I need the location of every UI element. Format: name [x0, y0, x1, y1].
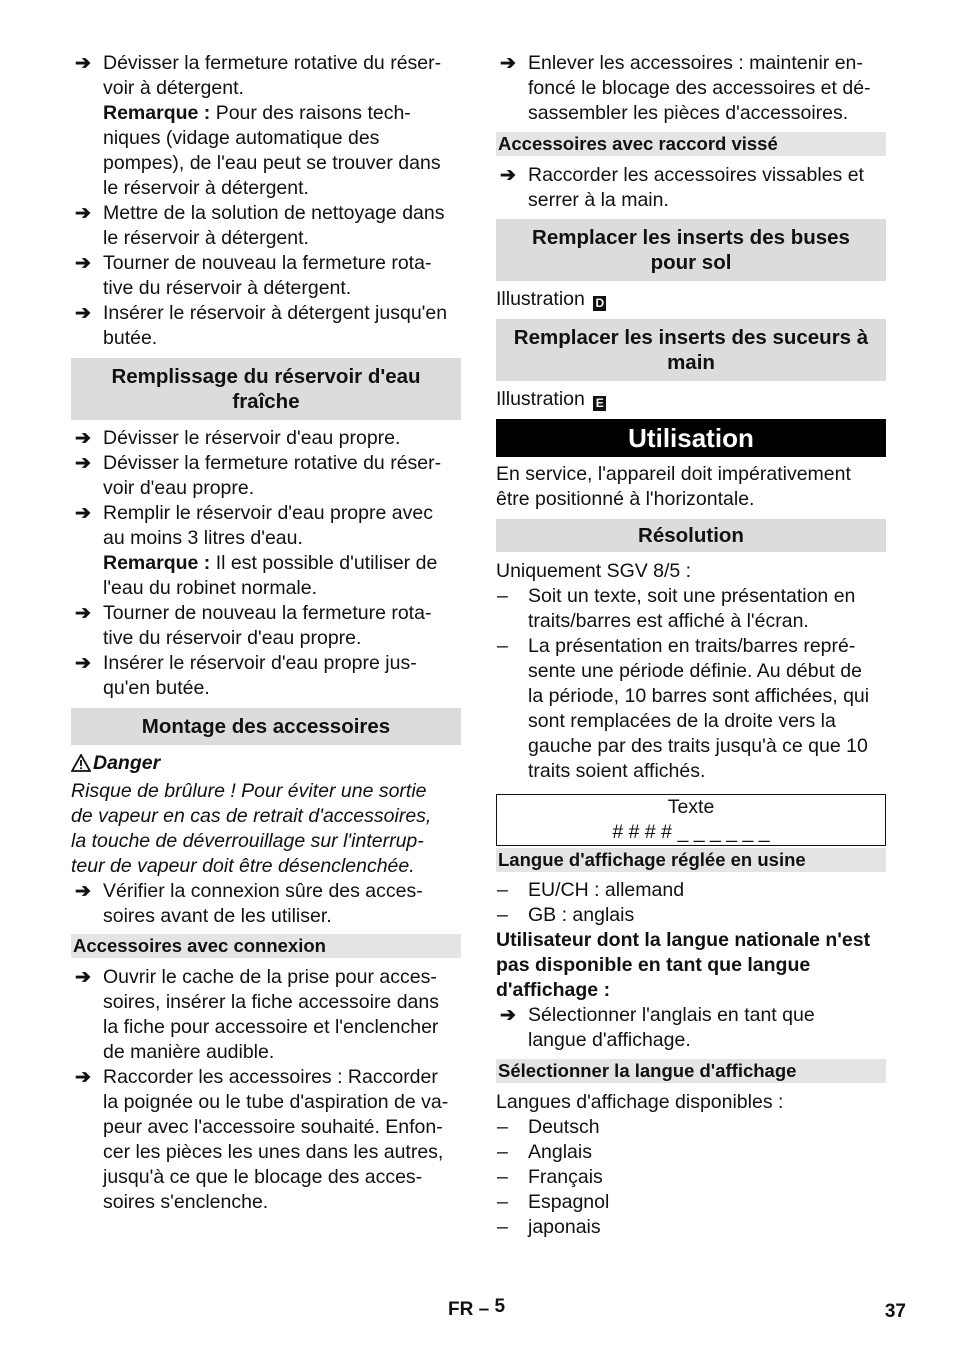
heading-line: Remplacer les inserts des buses [532, 226, 850, 249]
illustration-letter-badge: E [593, 396, 606, 411]
footer-section-page: 5 [494, 1296, 506, 1317]
danger-label-row [71, 751, 461, 779]
text-line: la période, 10 barres sont affichées, qui [528, 685, 870, 707]
language-list-item [496, 1115, 886, 1140]
arrow-icon: ➔ [500, 53, 516, 74]
heading-buses-sol [496, 219, 886, 281]
heading-line: fraîche [232, 390, 300, 413]
heading-resolution [496, 519, 886, 552]
text-line: d'affichage : [496, 979, 611, 1001]
text-line: Raccorder les accessoires vissables et [528, 164, 864, 186]
arrow-icon: ➔ [75, 303, 91, 324]
heading-line: Résolution [638, 524, 744, 547]
text-line: gauche par des traits jusqu'à ce que 10 [528, 735, 868, 757]
footer-section-marker [448, 1297, 505, 1322]
note [103, 551, 461, 576]
warning-triangle-icon [71, 754, 93, 779]
step-add-cleaning-solution [71, 201, 461, 251]
text-line: pompes), de l'eau peut se trouver dans [103, 152, 441, 174]
text-line: de manière audible. [103, 1041, 275, 1063]
text-line: Utilisateur dont la langue nationale n'est [496, 929, 871, 951]
text-line: foncé le blocage des accessoires et dé- [528, 77, 871, 99]
heading-line: main [667, 351, 715, 374]
text-line: le réservoir à détergent. [103, 227, 309, 249]
text-line: Il est possible d'utiliser de [210, 552, 438, 574]
text-line: GB : anglais [528, 904, 635, 926]
text-line: cer les pièces les unes dans les autres, [103, 1141, 444, 1163]
step-close-detergent-cap [71, 251, 461, 301]
heading-langue-usine [496, 848, 886, 872]
left-column [71, 51, 461, 1215]
display-bars-line: # # # # _ _ _ _ _ _ [612, 821, 770, 843]
note [103, 101, 461, 126]
heading-line: Accessoires avec raccord vissé [498, 133, 778, 154]
text-line: la touche de déverrouillage sur l'interrup- [71, 830, 424, 852]
illustration-label: Illustration [496, 288, 585, 310]
text-line: sont remplacées de la droite vers la [528, 710, 836, 732]
heading-line: Remplissage du réservoir d'eau [111, 365, 421, 388]
text-line: teur de vapeur doit être désenclenchée. [71, 855, 415, 877]
arrow-icon: ➔ [75, 53, 91, 74]
arrow-icon: ➔ [500, 1005, 516, 1026]
step-remove-accessories [496, 51, 886, 126]
text-line: Enlever les accessoires : maintenir en- [528, 52, 863, 74]
heading-line: pour sol [650, 251, 732, 274]
heading-suceurs-main [496, 319, 886, 381]
text-line: Tourner de nouveau la fermeture rota- [103, 252, 432, 274]
resolution-dash-item [496, 584, 886, 634]
text-line: soires, insérer la fiche accessoire dans [103, 991, 439, 1013]
step-connect-accessories [71, 1065, 461, 1215]
text-line: Insérer le réservoir à détergent jusqu'en [103, 302, 448, 324]
text-line: Insérer le réservoir d'eau propre jus- [103, 652, 417, 674]
arrow-icon: ➔ [75, 967, 91, 988]
heading-remplissage [71, 358, 461, 420]
arrow-icon: ➔ [75, 203, 91, 224]
text-line: Ouvrir le cache de la prise pour acces- [103, 966, 437, 988]
step-unscrew-detergent-cap [71, 51, 461, 201]
text-line: soires avant de les utiliser. [103, 905, 332, 927]
footer-dash: – [478, 1299, 490, 1320]
arrow-icon: ➔ [500, 165, 516, 186]
text-line: la fiche pour accessoire et l'enclencher [103, 1016, 439, 1038]
arrow-icon: ➔ [75, 503, 91, 524]
text-line: voir d'eau propre. [103, 477, 255, 499]
heading-line: Remplacer les inserts des suceurs à [513, 326, 869, 349]
heading-connexion [71, 934, 461, 958]
text-line: Risque de brûlure ! Pour éviter une sortie [71, 780, 427, 802]
text-line: Dévisser la fermeture rotative du réser- [103, 52, 442, 74]
display-text-line: Texte [667, 796, 715, 818]
text-line: sente une période définie. Au début de [528, 660, 862, 682]
text-line: sassembler les pièces d'accessoires. [528, 102, 849, 124]
illustration-label: Illustration [496, 388, 585, 410]
text-line: jusqu'à ce que le blocage des acces- [103, 1166, 423, 1188]
dash-bullet: – [497, 1191, 508, 1213]
arrow-icon: ➔ [75, 603, 91, 624]
language-dash-item [496, 878, 886, 903]
text-line: En service, l'appareil doit impérativement [496, 463, 851, 485]
language-dash-item [496, 903, 886, 928]
page-number: 37 [884, 1301, 906, 1322]
text-line: au moins 3 litres d'eau. [103, 527, 303, 549]
text-line: serrer à la main. [528, 189, 669, 211]
text-line: butée. [103, 327, 158, 349]
arrow-icon: ➔ [75, 653, 91, 674]
text-line: Remplir le réservoir d'eau propre avec [103, 502, 433, 524]
illustration-ref-d [496, 287, 886, 312]
dash-bullet: – [497, 1116, 508, 1138]
danger-label: Danger [93, 752, 161, 774]
note-label: Remarque : [103, 102, 211, 124]
step-unscrew-water-cap [71, 451, 461, 501]
step-select-english [496, 1003, 886, 1053]
resolution-dash-item [496, 634, 886, 784]
text-line: japonais [528, 1216, 601, 1238]
text-line: EU/CH : allemand [528, 879, 685, 901]
text-line: Soit un texte, soit une présentation en [528, 585, 856, 607]
text-line: qu'en butée. [103, 677, 210, 699]
step-open-socket-cover [71, 965, 461, 1065]
text-line: Français [528, 1166, 603, 1188]
language-list-item [496, 1140, 886, 1165]
available-languages-intro: Langues d'affichage disponibles : [496, 1091, 784, 1113]
step-fill-water [71, 501, 461, 601]
heading-line: Langue d'affichage réglée en usine [498, 849, 806, 870]
heading-raccord-visse [496, 132, 886, 156]
text-line: Pour des raisons tech- [210, 102, 411, 124]
language-list-item [496, 1190, 886, 1215]
text-line: tive du réservoir à détergent. [103, 277, 352, 299]
dash-bullet: – [497, 1141, 508, 1163]
step-insert-detergent-tank [71, 301, 461, 351]
text-line: Dévisser le réservoir d'eau propre. [103, 427, 401, 449]
text-line: traits soient affichés. [528, 760, 706, 782]
text-line: de vapeur en cas de retrait d'accessoires, [71, 805, 432, 827]
heading-line: Sélectionner la langue d'affichage [498, 1060, 797, 1081]
utilisation-text [496, 462, 886, 512]
bold-paragraph [496, 928, 886, 1003]
text-line: Sélectionner l'anglais en tant que [528, 1004, 815, 1026]
text-line: Mettre de la solution de nettoyage dans [103, 202, 445, 224]
arrow-icon: ➔ [75, 253, 91, 274]
text-line: être positionné à l'horizontale. [496, 488, 755, 510]
heading-line: Accessoires avec connexion [73, 935, 326, 956]
text-line: Espagnol [528, 1191, 610, 1213]
illustration-letter-badge: D [593, 296, 606, 311]
heading-line: Utilisation [628, 423, 754, 453]
arrow-icon: ➔ [75, 1067, 91, 1088]
text-line: peur avec l'accessoire souhaité. Enfon- [103, 1116, 443, 1138]
text-line: Dévisser la fermeture rotative du réser- [103, 452, 442, 474]
arrow-icon: ➔ [75, 881, 91, 902]
text-line: soires s'enclenche. [103, 1191, 269, 1213]
display-example-box [496, 794, 886, 846]
text-line: la poignée ou le tube d'aspiration de va- [103, 1091, 449, 1113]
danger-text [71, 779, 461, 879]
step-connect-screw-accessories [496, 163, 886, 213]
text-line: Vérifier la connexion sûre des acces- [103, 880, 423, 902]
text-line: Tourner de nouveau la fermeture rota- [103, 602, 432, 624]
step-insert-water-tank [71, 651, 461, 701]
heading-montage [71, 708, 461, 745]
heading-line: Montage des accessoires [141, 715, 391, 738]
step-unscrew-water-tank [71, 426, 461, 451]
heading-utilisation [496, 419, 886, 457]
text-line: langue d'affichage. [528, 1029, 691, 1051]
dash-bullet: – [497, 904, 508, 926]
text-line: pas disponible en tant que langue [496, 954, 811, 976]
heading-select-language [496, 1059, 886, 1083]
resolution-intro: Uniquement SGV 8/5 : [496, 560, 692, 582]
text-line: voir à détergent. [103, 77, 244, 99]
arrow-icon: ➔ [75, 453, 91, 474]
text-line: traits/barres est affiché à l'écran. [528, 610, 809, 632]
text-line: Deutsch [528, 1116, 600, 1138]
footer-lang: FR [448, 1299, 474, 1320]
dash-bullet: – [497, 635, 508, 657]
dash-bullet: – [497, 585, 508, 607]
text-line: niques (vidage automatique des [103, 127, 380, 149]
note-label: Remarque : [103, 552, 211, 574]
language-list-item [496, 1165, 886, 1190]
right-column [496, 51, 886, 1240]
dash-bullet: – [497, 879, 508, 901]
text-line: le réservoir à détergent. [103, 177, 309, 199]
text-line: La présentation en traits/barres repré- [528, 635, 856, 657]
step-check-connection [71, 879, 461, 929]
text-line: Anglais [528, 1141, 592, 1163]
step-close-water-cap [71, 601, 461, 651]
dash-bullet: – [497, 1166, 508, 1188]
text-line: tive du réservoir d'eau propre. [103, 627, 362, 649]
dash-bullet: – [497, 1216, 508, 1238]
text-line: l'eau du robinet normale. [103, 577, 318, 599]
text-line: Raccorder les accessoires : Raccorder [103, 1066, 438, 1088]
arrow-icon: ➔ [75, 428, 91, 449]
illustration-ref-e [496, 387, 886, 412]
language-list-item [496, 1215, 886, 1240]
